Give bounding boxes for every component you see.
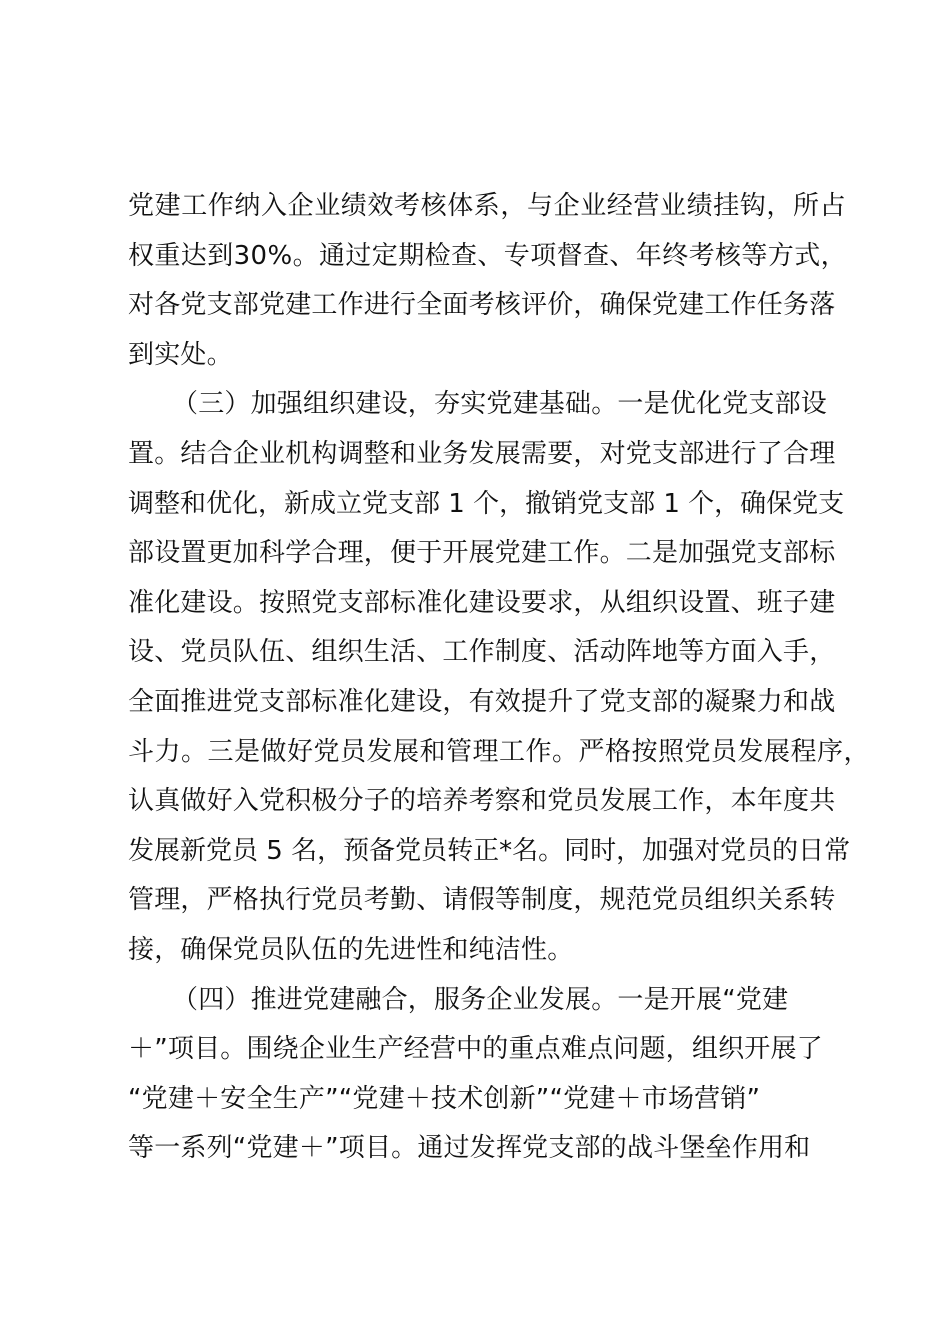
text-line: 发展新党员 5 名，预备党员转正*名。同时，加强对党员的日常 xyxy=(128,835,851,866)
text-line: ＋”项目。围绕企业生产经营中的重点难点问题，组织开展了 xyxy=(128,1034,823,1065)
text-line: （三）加强组织建设，夯实党建基础。一是优化党支部设 xyxy=(172,389,828,420)
text-line: 认真做好入党积极分子的培养考察和党员发展工作，本年度共 xyxy=(128,786,836,817)
text-line: 到实处。 xyxy=(128,339,233,370)
text-line: 党建工作纳入企业绩效考核体系，与企业经营业绩挂钩，所占 xyxy=(128,191,847,221)
text-line: 设、党员队伍、组织生活、工作制度、活动阵地等方面入手， xyxy=(128,637,836,668)
text-line: 对各党支部党建工作进行全面考核评价，确保党建工作任务落 xyxy=(128,290,836,321)
text-line: 全面推进党支部标准化建设，有效提升了党支部的凝聚力和战 xyxy=(128,686,836,717)
text-line: 接，确保党员队伍的先进性和纯洁性。 xyxy=(128,934,574,965)
text-line: 调整和优化，新成立党支部 1 个，撤销党支部 1 个，确保党支 xyxy=(128,488,845,519)
text-line: 权重达到30%。通过定期检查、专项督查、年终考核等方式， xyxy=(128,240,847,271)
text-line: 管理，严格执行党员考勤、请假等制度，规范党员组织关系转 xyxy=(128,885,836,916)
body-text xyxy=(128,182,871,1174)
text-line: 等一系列“党建＋”项目。通过发挥党支部的战斗堡垒作用和 xyxy=(128,1133,811,1164)
text-line: （四）推进党建融合，服务企业发展。一是开展“党建 xyxy=(172,984,789,1015)
text-line: 斗力。三是做好党员发展和管理工作。严格按照党员发展程序， xyxy=(128,736,871,767)
text-line: 部设置更加科学合理，便于开展党建工作。二是加强党支部标 xyxy=(128,538,836,569)
text-line: 置。结合企业机构调整和业务发展需要，对党支部进行了合理 xyxy=(128,438,836,469)
text-line: 准化建设。按照党支部标准化建设要求，从组织设置、班子建 xyxy=(128,587,836,618)
text-line: “党建＋安全生产”“党建＋技术创新”“党建＋市场营销” xyxy=(128,1083,761,1114)
